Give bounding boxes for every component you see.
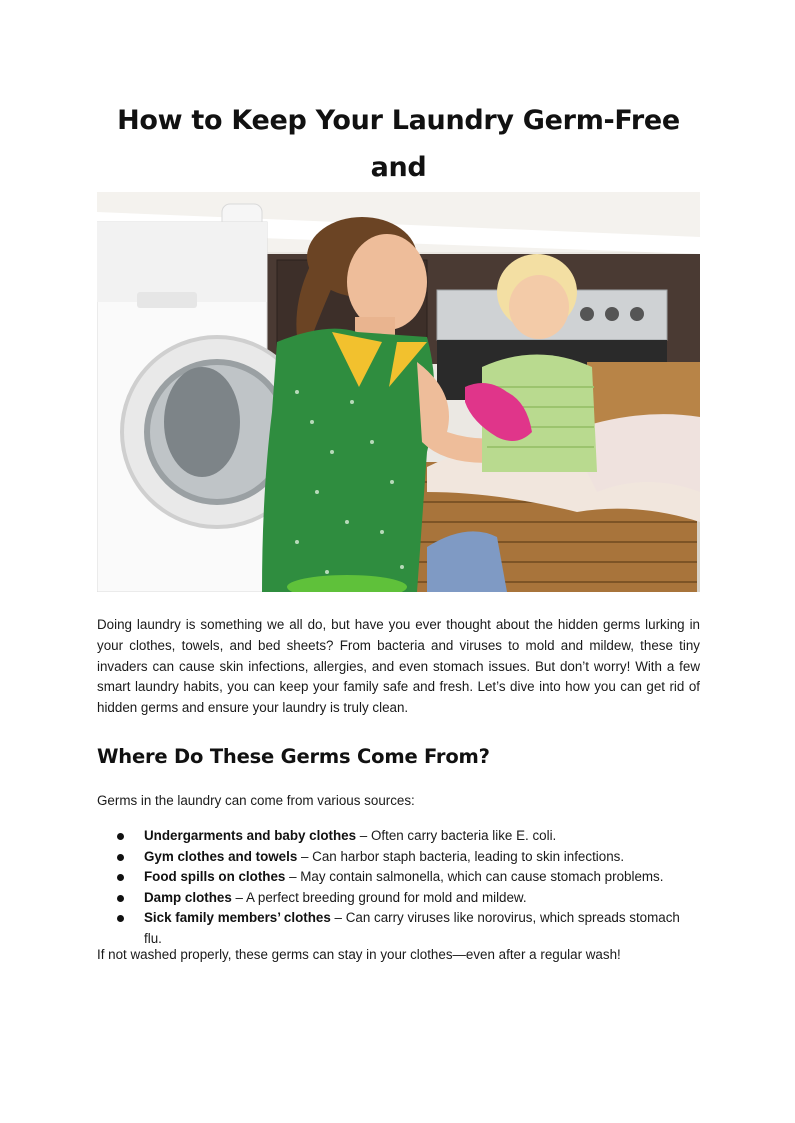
list-item-term: Gym clothes and towels (144, 848, 298, 864)
list-item-desc: – Can carry viruses like norovirus, which spreads stomach flu. (144, 910, 680, 946)
list-item-desc: – May contain salmonella, which can cause stomach problems. (285, 869, 664, 885)
list-item-term: Damp clothes (144, 889, 232, 905)
list-item-term: Food spills on clothes (144, 869, 286, 885)
list-item (97, 888, 700, 909)
list-item (97, 867, 700, 888)
intro-paragraph: Doing laundry is something we all do, but have you ever thought about the hidden germs lurking in your clothes, towels, and bed sheets? From bacteria and viruses to mold and mildew, these tiny invaders can cause skin infections, allergies, and even stomach issues. But don’t worry! With a few smart laundry habits, you can keep your family safe and fresh. Let’s dive into how you can get rid of hidden germs and ensure your laundry is truly clean. (97, 617, 700, 716)
list-item (97, 847, 700, 868)
hero-photo (97, 192, 700, 592)
list-item-term: Sick family members’ clothes (144, 910, 331, 926)
list-item-desc: – Can harbor staph bacteria, leading to skin infections. (297, 848, 625, 864)
list-item (97, 908, 700, 949)
list-item-desc: – A perfect breeding ground for mold and mildew. (231, 889, 527, 905)
bullet-icon (117, 915, 124, 922)
list-item-desc: – Often carry bacteria like E. coli. (356, 828, 557, 843)
germ-sources-list (97, 826, 700, 950)
section-lead: Germs in the laundry can come from various sources: (97, 793, 415, 808)
section-heading: Where Do These Germs Come From? (97, 745, 490, 768)
bullet-icon (117, 895, 124, 902)
bullet-icon (117, 854, 124, 861)
bullet-icon (117, 874, 124, 881)
closing-paragraph: If not washed properly, these germs can stay in your clothes—even after a regular wash! (97, 947, 621, 962)
list-item (97, 826, 700, 847)
list-item-term: Undergarments and baby clothes (144, 828, 357, 843)
bullet-icon (117, 833, 124, 840)
title-line-1: How to Keep Your Laundry Germ-Free and (117, 105, 680, 183)
